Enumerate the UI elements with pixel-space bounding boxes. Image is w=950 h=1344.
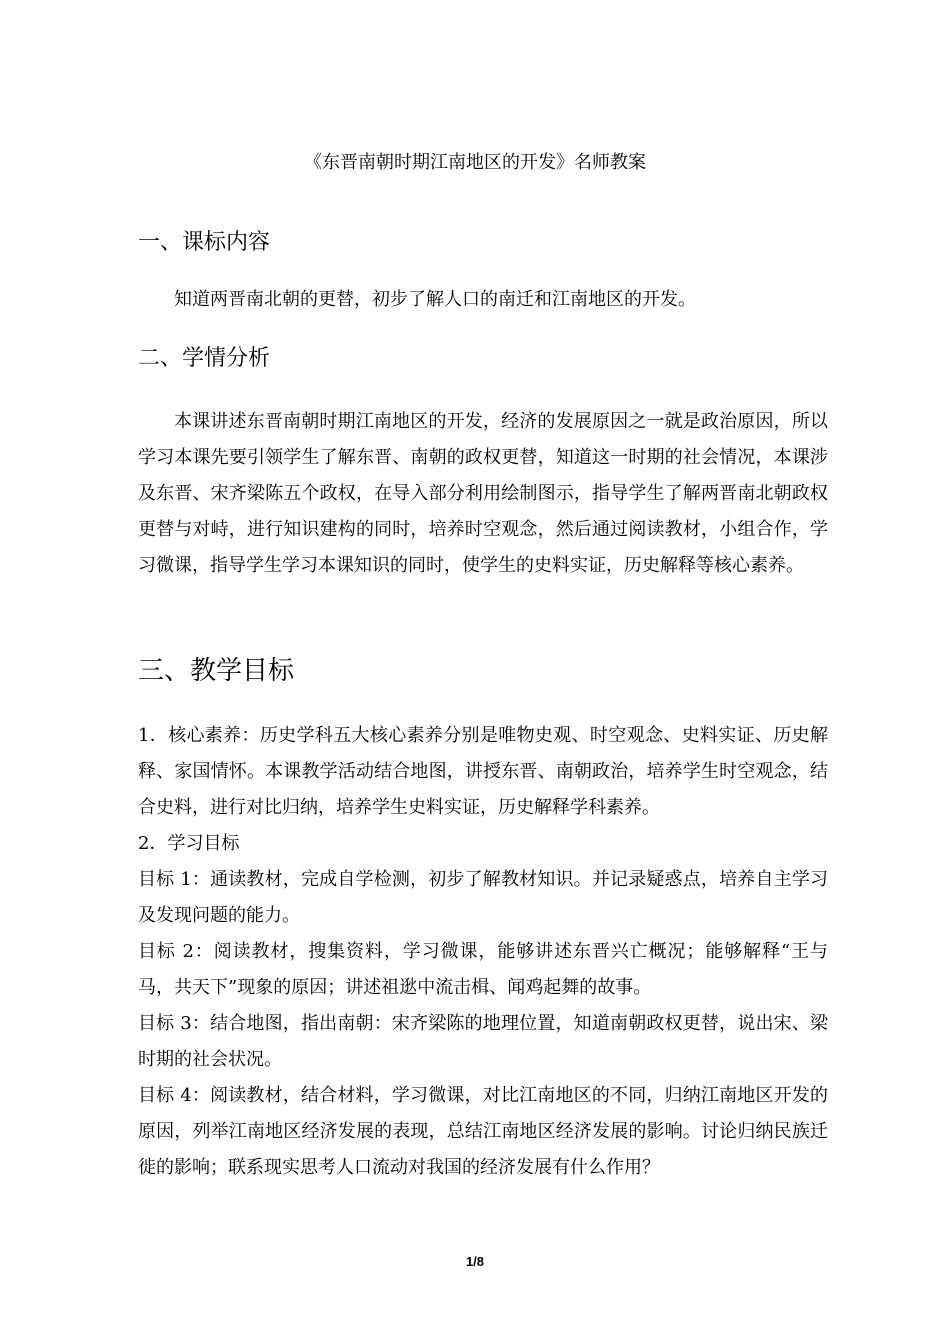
goals-item-core-literacy: 1．核心素养：历史学科五大核心素养分别是唯物史观、时空观念、史料实证、历史解释、家国情怀。本课教学活动结合地图，讲授东晋、南朝政治，培养学生时空观念，结合史料，进行对比归纳，培养学生史料实证，历史解释学科素养。 xyxy=(138,725,828,818)
section-heading-teaching-goals: 三、教学目标 xyxy=(138,656,295,686)
learning-goal-1: 目标 1：通读教材，完成自学检测，初步了解教材知识。并记录疑惑点，培养自主学习及发现问题的能力。 xyxy=(138,869,828,926)
learning-goal-2: 目标 2：阅读教材，搜集资料，学习微课，能够讲述东晋兴亡概况；能够解释“王与马，共天下”现象的原因；讲述祖逖中流击楫、闻鸡起舞的故事。 xyxy=(138,941,828,998)
learning-goal-3: 目标 3：结合地图，指出南朝：宋齐梁陈的地理位置，知道南朝政权更替，说出宋、梁时期的社会状况。 xyxy=(138,1013,828,1070)
learning-goal-4: 目标 4：阅读教材，结合材料，学习微课，对比江南地区的不同，归纳江南地区开发的原因，列举江南地区经济发展的表现，总结江南地区经济发展的影响。讨论归纳民族迁徙的影响；联系现实思考人口流动对我国的经济发展有什么作用？ xyxy=(138,1085,828,1178)
section-heading-student-analysis: 二、学情分析 xyxy=(138,346,271,371)
section-heading-curriculum: 一、课标内容 xyxy=(138,230,271,255)
page-number: 1/8 xyxy=(465,1254,485,1269)
section-body-curriculum: 知道两晋南北朝的更替，初步了解人口的南迁和江南地区的开发。 xyxy=(174,289,696,310)
document-title: 《东晋南朝时期江南地区的开发》名师教案 xyxy=(304,152,646,173)
section-body-student-analysis: 本课讲述东晋南朝时期江南地区的开发，经济的发展原因之一就是政治原因，所以学习本课先要引领学生了解东晋、南朝的政权更替，知道这一时期的社会情况，本课涉及东晋、宋齐梁陈五个政权，在导入部分利用绘制图示，指导学生了解两晋南北朝政权更替与对峙，进行知识建构的同时，培养时空观念，然后通过阅读教材，小组合作，学习微课，指导学生学习本课知识的同时，使学生的史料实证，历史解释等核心素养。 xyxy=(138,411,828,576)
goals-item-learning-goals: 2．学习目标 xyxy=(138,833,240,854)
